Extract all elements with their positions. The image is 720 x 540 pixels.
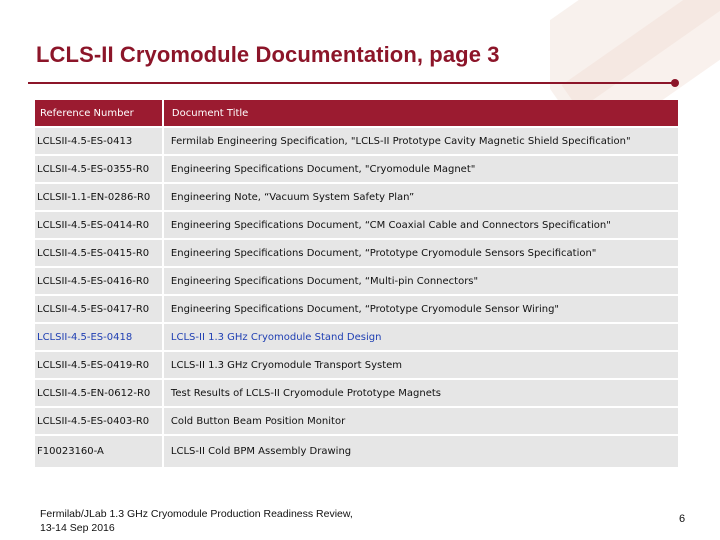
table-row [35, 240, 678, 266]
footer-text: Fermilab/JLab 1.3 GHz Cryomodule Production Readiness Review, 13-14 Sep 2016 [40, 508, 353, 534]
document-title-cell: Engineering Specifications Document, "Cryomodule Magnet" [162, 156, 678, 182]
table-row [35, 184, 678, 210]
reference-number-cell[interactable]: LCLSII-4.5-ES-0418 [35, 324, 162, 350]
table-header-row [35, 100, 678, 126]
table-body [35, 128, 678, 467]
page-number: 6 [679, 513, 686, 525]
document-title-cell: Engineering Specifications Document, “Multi-pin Connectors" [162, 268, 678, 294]
header-reference-number: Reference Number [35, 100, 162, 126]
documentation-table [35, 98, 678, 469]
reference-number-cell: LCLSII-4.5-ES-0414-R0 [35, 212, 162, 238]
document-title-cell: Engineering Specifications Document, “Prototype Cryomodule Sensors Specification" [162, 240, 678, 266]
document-title-cell: LCLS-II 1.3 GHz Cryomodule Transport System [162, 352, 678, 378]
document-title-cell: Engineering Note, “Vacuum System Safety Plan” [162, 184, 678, 210]
table-row [35, 212, 678, 238]
document-title-cell: Test Results of LCLS-II Cryomodule Prototype Magnets [162, 380, 678, 406]
table-row [35, 156, 678, 182]
slide-title: LCLS-II Cryomodule Documentation, page 3 [36, 42, 500, 67]
table-row [35, 408, 678, 434]
reference-number-cell: LCLSII-4.5-EN-0612-R0 [35, 380, 162, 406]
table-row [35, 380, 678, 406]
reference-number-cell: LCLSII-1.1-EN-0286-R0 [35, 184, 162, 210]
document-title-cell: Fermilab Engineering Specification, "LCLS-II Prototype Cavity Magnetic Shield Specification" [162, 128, 678, 154]
document-title-cell: LCLS-II Cold BPM Assembly Drawing [162, 436, 678, 467]
table-row [35, 352, 678, 378]
document-title-cell: Engineering Specifications Document, “CM Coaxial Cable and Connectors Specification" [162, 212, 678, 238]
title-divider [28, 82, 676, 84]
table-row [35, 324, 678, 350]
reference-number-cell: LCLSII-4.5-ES-0403-R0 [35, 408, 162, 434]
reference-number-cell: LCLSII-4.5-ES-0355-R0 [35, 156, 162, 182]
reference-number-cell: LCLSII-4.5-ES-0419-R0 [35, 352, 162, 378]
table-row [35, 296, 678, 322]
document-title-cell[interactable]: LCLS-II 1.3 GHz Cryomodule Stand Design [162, 324, 678, 350]
reference-number-cell: LCLSII-4.5-ES-0413 [35, 128, 162, 154]
document-title-cell: Cold Button Beam Position Monitor [162, 408, 678, 434]
reference-number-cell: F10023160-A [35, 436, 162, 467]
divider-dot [671, 79, 679, 87]
reference-number-cell: LCLSII-4.5-ES-0415-R0 [35, 240, 162, 266]
table-row [35, 268, 678, 294]
reference-number-cell: LCLSII-4.5-ES-0417-R0 [35, 296, 162, 322]
document-title-cell: Engineering Specifications Document, “Prototype Cryomodule Sensor Wiring" [162, 296, 678, 322]
header-document-title: Document Title [162, 100, 678, 126]
table-row [35, 436, 678, 467]
table-row [35, 128, 678, 154]
reference-number-cell: LCLSII-4.5-ES-0416-R0 [35, 268, 162, 294]
